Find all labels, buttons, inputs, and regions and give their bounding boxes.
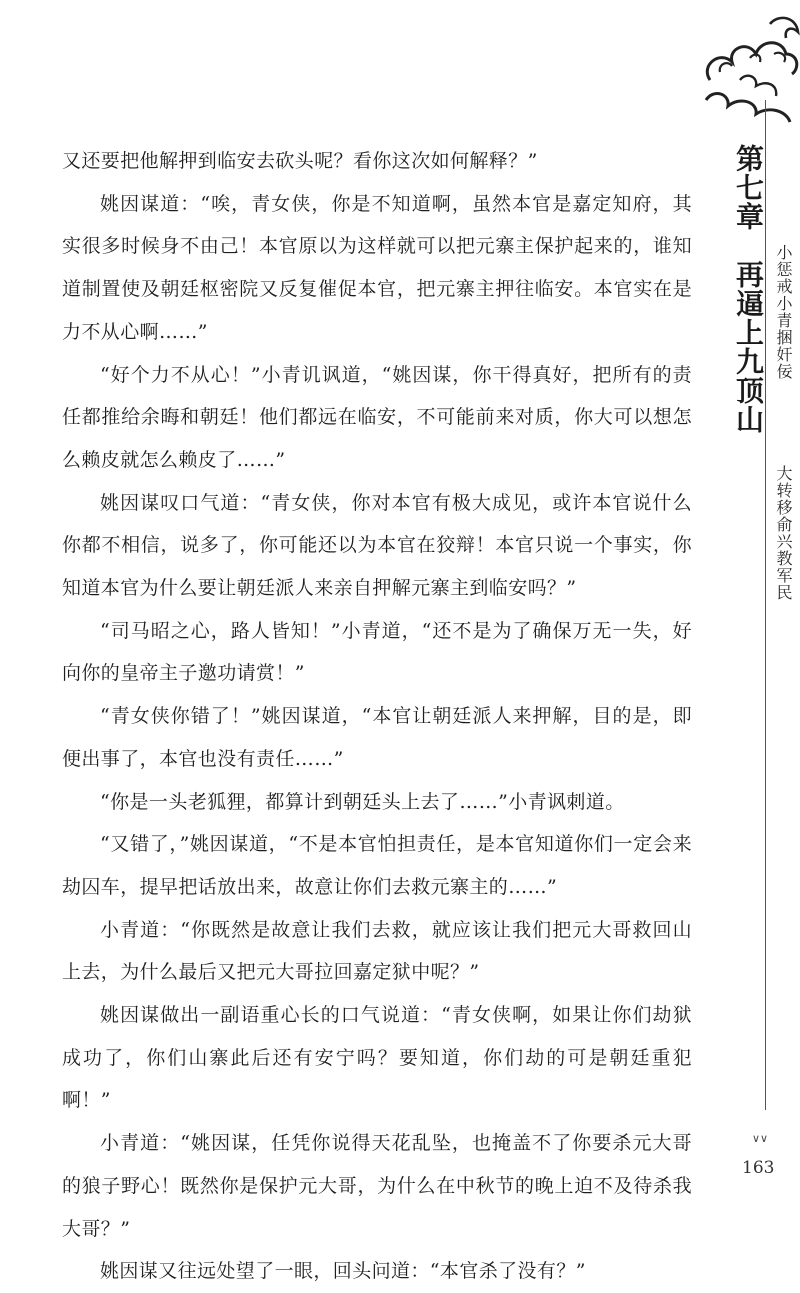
paragraph: 小青道：“你既然是故意让我们去救，就应该让我们把元大哥救回山上去，为什么最后又把元大哥拉回嘉定狱中呢？” [62,918,692,984]
paragraph: 姚因谋叹口气道：“青女侠，你对本官有极大成见，或许本官说什么你都不相信，说多了，你可能还以为本官在狡辩！本官只说一个事实，你知道本官为什么要让朝廷派人来亲自押解元寨主到临安吗？” [62,491,692,600]
chapter-title: 第七章 再逼上九顶山 [732,144,765,434]
body-text [62,140,692,1293]
page-marker: ∨∨ [752,1132,769,1145]
paragraph: 姚因谋又往远处望了一眼，回头问道：“本官杀了没有？” [100,1260,586,1283]
paragraph: “青女侠你错了！”姚因谋道，“本官让朝廷派人来押解，目的是，即便出事了，本官也没有责任……” [62,705,692,770]
paragraph: 姚因谋做出一副语重心长的口气说道：“青女侠啊，如果让你们劫狱成功了，你们山寨此后还有安宁吗？要知道，你们劫的可是朝廷重犯啊！” [62,1004,692,1112]
paragraph: 小青道：“姚因谋，任凭你说得天花乱坠，也掩盖不了你要杀元大哥的狼子野心！既然你是保护元大哥，为什么在中秋节的晚上迫不及待杀我大哥？” [62,1132,692,1240]
paragraph: “司马昭之心，路人皆知！”小青道，“还不是为了确保万无一失，好向你的皇帝主子邀功请赏！” [62,619,692,685]
paragraph: “你是一头老狐狸，都算计到朝廷头上去了……”小青讽刺道。 [100,790,625,813]
paragraph: 姚因谋道：“唉，青女侠，你是不知道啊，虽然本官是嘉定知府，其实很多时候身不由己！本官原以为这样就可以把元寨主保护起来的，谁知道制置使及朝廷枢密院又反复催促本官，把元寨主押往临安。本官实在是力不从心啊……” [62,192,692,343]
paragraph: 又还要把他解押到临安去砍头呢？看你这次如何解释？” [62,150,538,172]
paragraph: “又错了，”姚因谋道，“不是本官怕担责任，是本官知道你们一定会来劫囚车，提早把话放出来，故意让你们去救元寨主的……” [62,833,692,898]
chapter-subtitle-2: 大转移俞兴教军民 [774,465,793,601]
paragraph: “好个力不从心！”小青讥讽道，“姚因谋，你干得真好，把所有的责任都推给余晦和朝廷！他们都远在临安，不可能前来对质，你大可以想怎么赖皮就怎么赖皮了……” [62,363,692,471]
chapter-subtitle-1: 小惩戒小青捆奸佞 [774,244,793,380]
cloud-scroll-icon [700,10,800,130]
page-number: 163 [742,1158,775,1178]
